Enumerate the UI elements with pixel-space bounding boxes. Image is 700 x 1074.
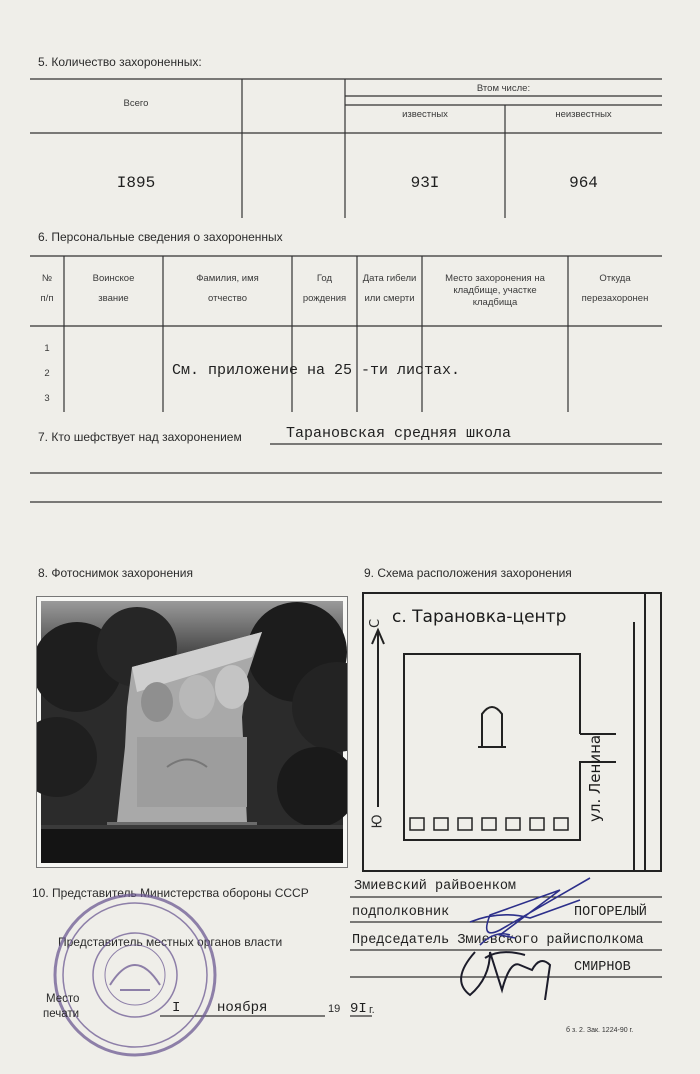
- unknown-buried-value: 964: [569, 174, 598, 192]
- header-death-date: Дата гибели или смерти: [362, 273, 417, 304]
- military-org: Змиевский райвоенком: [354, 879, 517, 894]
- military-rank: подполковник: [352, 905, 450, 920]
- date-year-prefix: 19: [328, 1003, 341, 1015]
- official-stamp: [50, 890, 220, 1060]
- date-year-suffix: 9I: [350, 1001, 367, 1017]
- header-name: Фамилия, имя отчество: [196, 273, 259, 304]
- date-day: I: [172, 1000, 181, 1016]
- local-org: Председатель Змиевского райисполкома: [352, 933, 644, 948]
- local-authority-title: Представитель местных органов власти: [58, 935, 283, 949]
- date-month: ноября: [217, 1000, 268, 1016]
- row-number: 2: [44, 368, 50, 379]
- row-number: 3: [44, 393, 50, 404]
- stamp-place-label: Место: [46, 993, 80, 1005]
- patron-value: Тарановская средняя школа: [286, 425, 512, 442]
- personal-data-note: См. приложение на 25 -ти листах.: [172, 362, 461, 379]
- stamp-place-label-2: печати: [43, 1008, 80, 1020]
- footer-print-code: б з. 2. Зак. 1224-90 г.: [566, 1027, 634, 1034]
- col-known-header: известных: [402, 109, 448, 120]
- section7-title: 7. Кто шефствует над захоронением: [38, 430, 242, 444]
- col-total-header: Всего: [123, 98, 149, 109]
- north-label: С: [368, 618, 384, 629]
- known-buried-value: 93I: [410, 174, 440, 192]
- section5-title: 5. Количество захороненных:: [38, 55, 202, 69]
- section8-title: 8. Фотоснимок захоронения: [38, 566, 193, 580]
- section6-title: 6. Персональные сведения о захороненных: [38, 230, 283, 244]
- header-reburied-from: Откуда перезахоронен: [581, 273, 649, 304]
- total-buried-value: I895: [116, 174, 156, 192]
- header-burial-place: Место захоронения на кладбище, участке кладбища: [445, 273, 545, 308]
- col-including-header: Втом числе:: [476, 83, 531, 94]
- row-number: 1: [44, 343, 50, 354]
- col-unknown-header: неизвестных: [555, 109, 612, 120]
- military-name: ПОГОРЕЛЫЙ: [574, 905, 647, 920]
- section10-title: 10. Представитель Министерства обороны СССР: [32, 886, 309, 900]
- south-label: Ю: [370, 814, 386, 829]
- memorial-photo: [36, 596, 348, 868]
- location-scheme: [362, 592, 662, 872]
- signatures: [440, 860, 640, 1000]
- header-rank: Воинское звание: [92, 273, 135, 304]
- header-birth-year: Год рождения: [302, 273, 347, 304]
- section9-title: 9. Схема расположения захоронения: [364, 566, 572, 580]
- local-name: СМИРНОВ: [574, 960, 631, 975]
- street-label: ул. Ленина: [586, 734, 604, 822]
- date-g: г.: [369, 1004, 375, 1016]
- header-num: № п/п: [40, 273, 54, 304]
- village-label: с. Тарановка-центр: [392, 607, 567, 627]
